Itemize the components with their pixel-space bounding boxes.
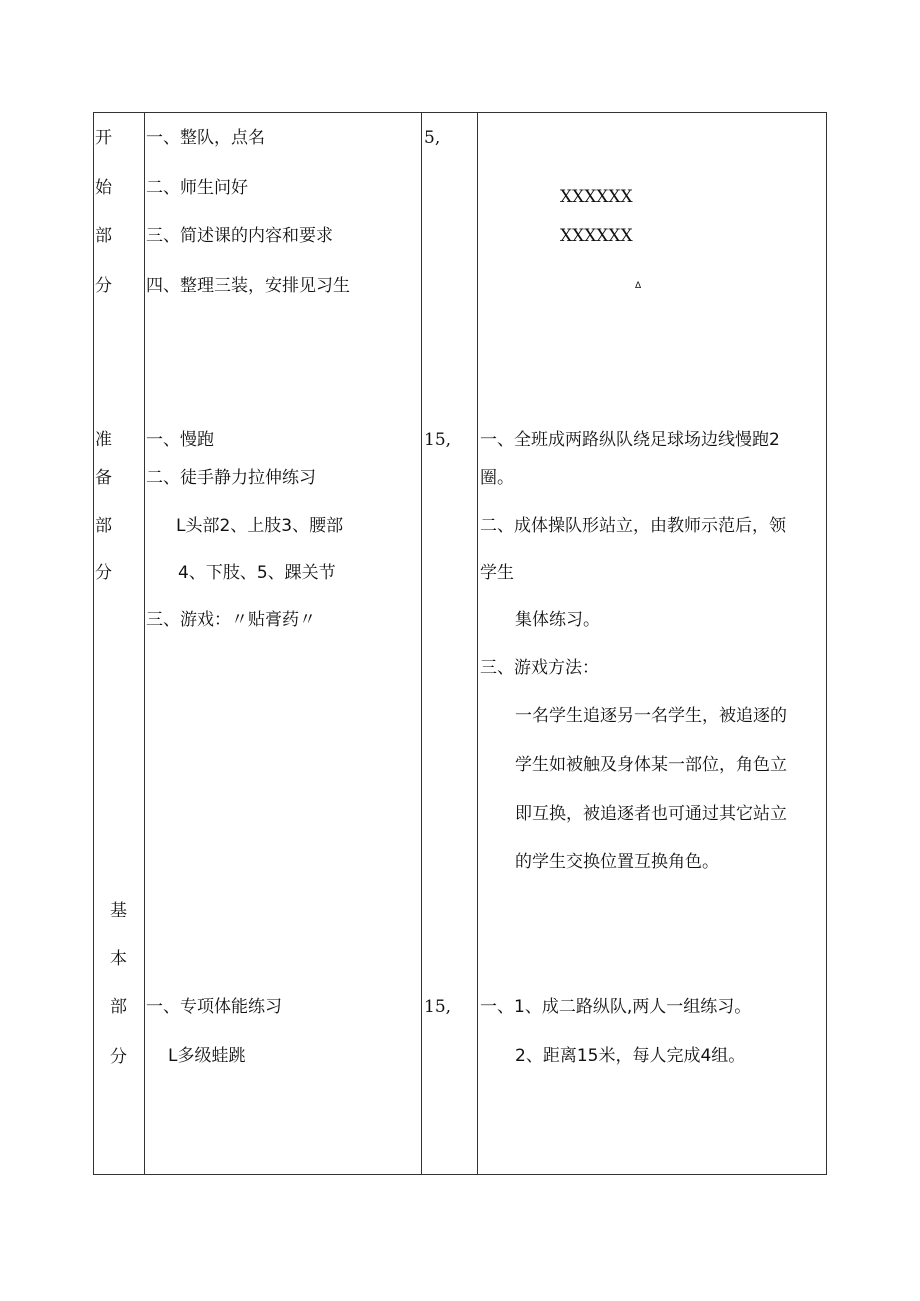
content-item: 三、简述课的内容和要求 (146, 226, 333, 246)
section-label-char: 分 (95, 276, 112, 296)
section-label-char: 始 (95, 178, 112, 198)
content-item: 一、慢跑 (146, 430, 214, 450)
method-line: 一、1、成二路纵队,两人一组练习。 (480, 997, 752, 1017)
section-label-char: 分 (110, 1047, 127, 1067)
section-label-char: 本 (110, 949, 127, 969)
section-label-char: 部 (95, 516, 112, 536)
content-item: 二、师生问好 (146, 178, 248, 198)
section-label-char: 部 (110, 997, 127, 1017)
time-value: 5, (424, 128, 441, 148)
formation-row: XXXXXX (560, 226, 633, 246)
section-label-char: 分 (95, 563, 112, 583)
content-item: 一、专项体能练习 (146, 997, 282, 1017)
content-item: 三、游戏：〃贴膏药〃 (146, 610, 316, 630)
method-line: 学生 (480, 563, 514, 583)
method-line: 集体练习。 (515, 610, 600, 630)
content-item: 二、徒手静力拉伸练习 (146, 468, 316, 488)
time-value: 15, (424, 430, 452, 450)
content-item: 四、整理三装，安排见习生 (146, 276, 350, 296)
lesson-plan-table (93, 112, 827, 1175)
content-item: 4、下肢、5、踝关节 (178, 563, 336, 583)
time-value: 15, (424, 997, 452, 1017)
method-line: 即互换，被追逐者也可通过其它站立 (515, 804, 787, 824)
section-label-char: 备 (95, 468, 112, 488)
method-line: 一、全班成两路纵队绕足球场边线慢跑2 (480, 430, 780, 450)
content-item: L头部2、上肢3、腰部 (176, 516, 344, 536)
method-line: 的学生交换位置互换角色。 (515, 852, 719, 872)
section-label-char: 部 (95, 226, 112, 246)
method-line: 二、成体操队形站立，由教师示范后，领 (480, 516, 786, 536)
method-line: 三、游戏方法： (480, 658, 599, 678)
column-divider (144, 113, 145, 1174)
column-divider (421, 113, 422, 1174)
method-line: 学生如被触及身体某一部位，角色立 (515, 755, 787, 775)
column-divider (477, 113, 478, 1174)
content-item: L多级蛙跳 (168, 1046, 246, 1066)
section-label-char: 基 (110, 901, 127, 921)
section-label-char: 准 (95, 430, 112, 450)
method-line: 2、距离15米，每人完成4组。 (515, 1046, 746, 1066)
formation-row: XXXXXX (560, 187, 633, 207)
method-line: 圈。 (480, 468, 514, 488)
method-line: 一名学生追逐另一名学生，被追逐的 (515, 706, 787, 726)
teacher-position-mark: Δ (635, 281, 642, 291)
section-label-char: 开 (95, 128, 112, 148)
content-item: 一、整队，点名 (146, 128, 265, 148)
